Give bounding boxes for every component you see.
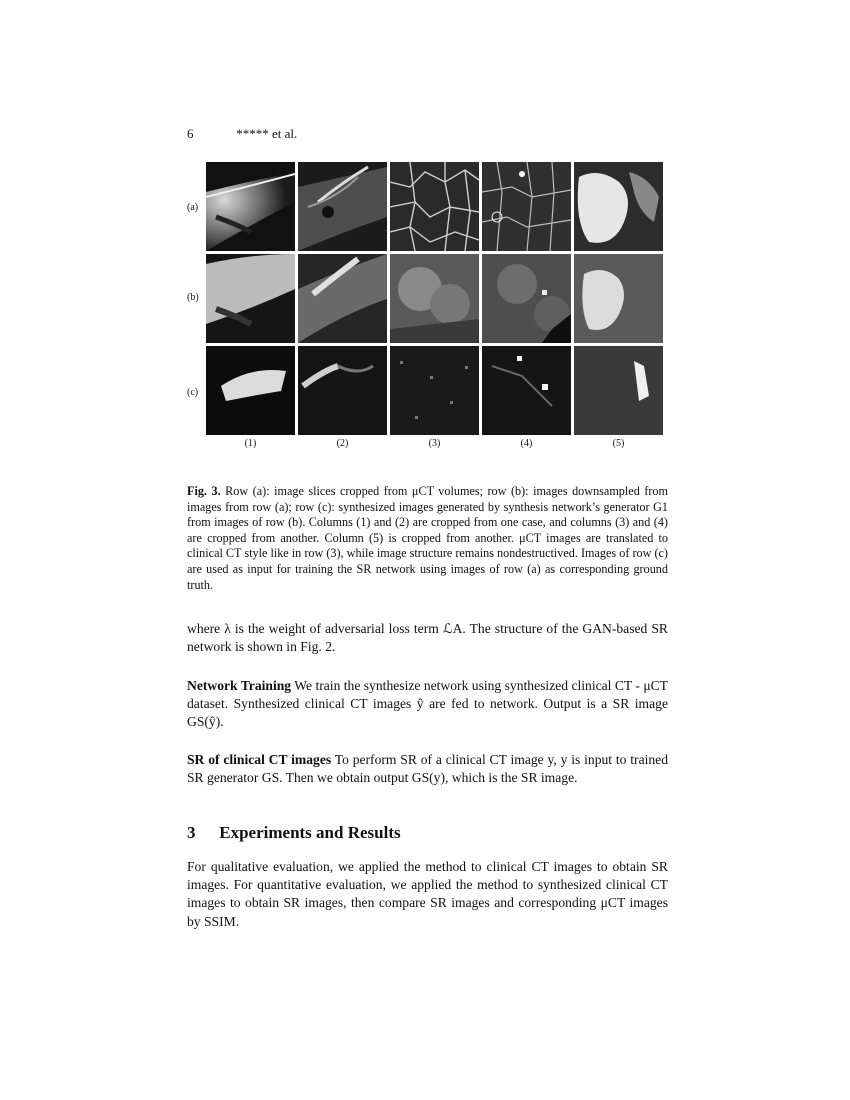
section-title: Experiments and Results	[219, 823, 401, 842]
network-training-text: We train the synthesize network using synthesized clinical CT - μCT dataset. Synthesized clinical CT images ŷ are fed to network. Output is a SR image GS(ŷ).	[187, 678, 668, 730]
image-grid	[206, 162, 666, 436]
tile-c4	[482, 346, 571, 435]
sr-clinical-heading: SR of clinical CT images	[187, 752, 332, 767]
tile-b5	[574, 254, 663, 343]
tile-c5	[574, 346, 663, 435]
caption-text: Row (a): image slices cropped from μCT volumes; row (b): images downsampled from images from row (a); row (c): synthesized images generated by synthesis network’s generator G1 from images of row (b). Columns (1) and (2) are cropped from one case, and columns (3) and (4) are cropped from another. Column (5) is cropped from another. μCT images are translated to clinical CT style like in row (3), while image structure remains nondestructived. Images of row (c) are used as input for training the SR network using images of row (a) as corresponding ground truth.	[187, 484, 668, 592]
tile-a5	[574, 162, 663, 251]
tile-b1	[206, 254, 295, 343]
sr-clinical-text: To perform SR of a clinical CT image y, y is input to trained SR generator GS. Then we obtain output GS(y), which is the SR image.	[187, 752, 669, 786]
tile-b2	[298, 254, 387, 343]
row-label-a: (a)	[187, 202, 199, 213]
network-training-heading: Network Training	[187, 678, 292, 693]
paragraph-lambda: where λ is the weight of adversarial loss term ℒA. The structure of the GAN-based SR network is shown in Fig. 2.	[187, 621, 668, 655]
tile-a2	[298, 162, 387, 251]
running-authors: ***** et al.	[236, 126, 298, 141]
paragraph-sr-clinical	[187, 751, 668, 787]
col-label-2: (2)	[336, 438, 349, 449]
tile-a3	[390, 162, 479, 251]
paragraph-network-training	[187, 677, 668, 732]
tile-b4	[482, 254, 571, 343]
page-number: 6	[187, 126, 194, 141]
section-number: 3	[187, 823, 196, 842]
col-label-1: (1)	[244, 438, 257, 449]
page-header	[187, 126, 297, 142]
col-label-5: (5)	[612, 438, 625, 449]
col-label-4: (4)	[520, 438, 533, 449]
tile-c2	[298, 346, 387, 435]
figure-caption	[187, 484, 668, 593]
col-label-3: (3)	[428, 438, 441, 449]
tile-b3	[390, 254, 479, 343]
caption-label: Fig. 3.	[187, 484, 221, 498]
paragraph-experiments: For qualitative evaluation, we applied the method to clinical CT images to obtain SR images. For quantitative evaluation, we applied the method to synthesized clinical CT images to obtain SR images, then compare SR images and corresponding μCT images by SSIM.	[187, 859, 668, 929]
tile-c3	[390, 346, 479, 435]
section-heading	[187, 823, 401, 843]
tile-a1	[206, 162, 295, 251]
tile-c1	[206, 346, 295, 435]
row-label-b: (b)	[187, 292, 199, 303]
tile-a4	[482, 162, 571, 251]
row-label-c: (c)	[187, 387, 199, 398]
